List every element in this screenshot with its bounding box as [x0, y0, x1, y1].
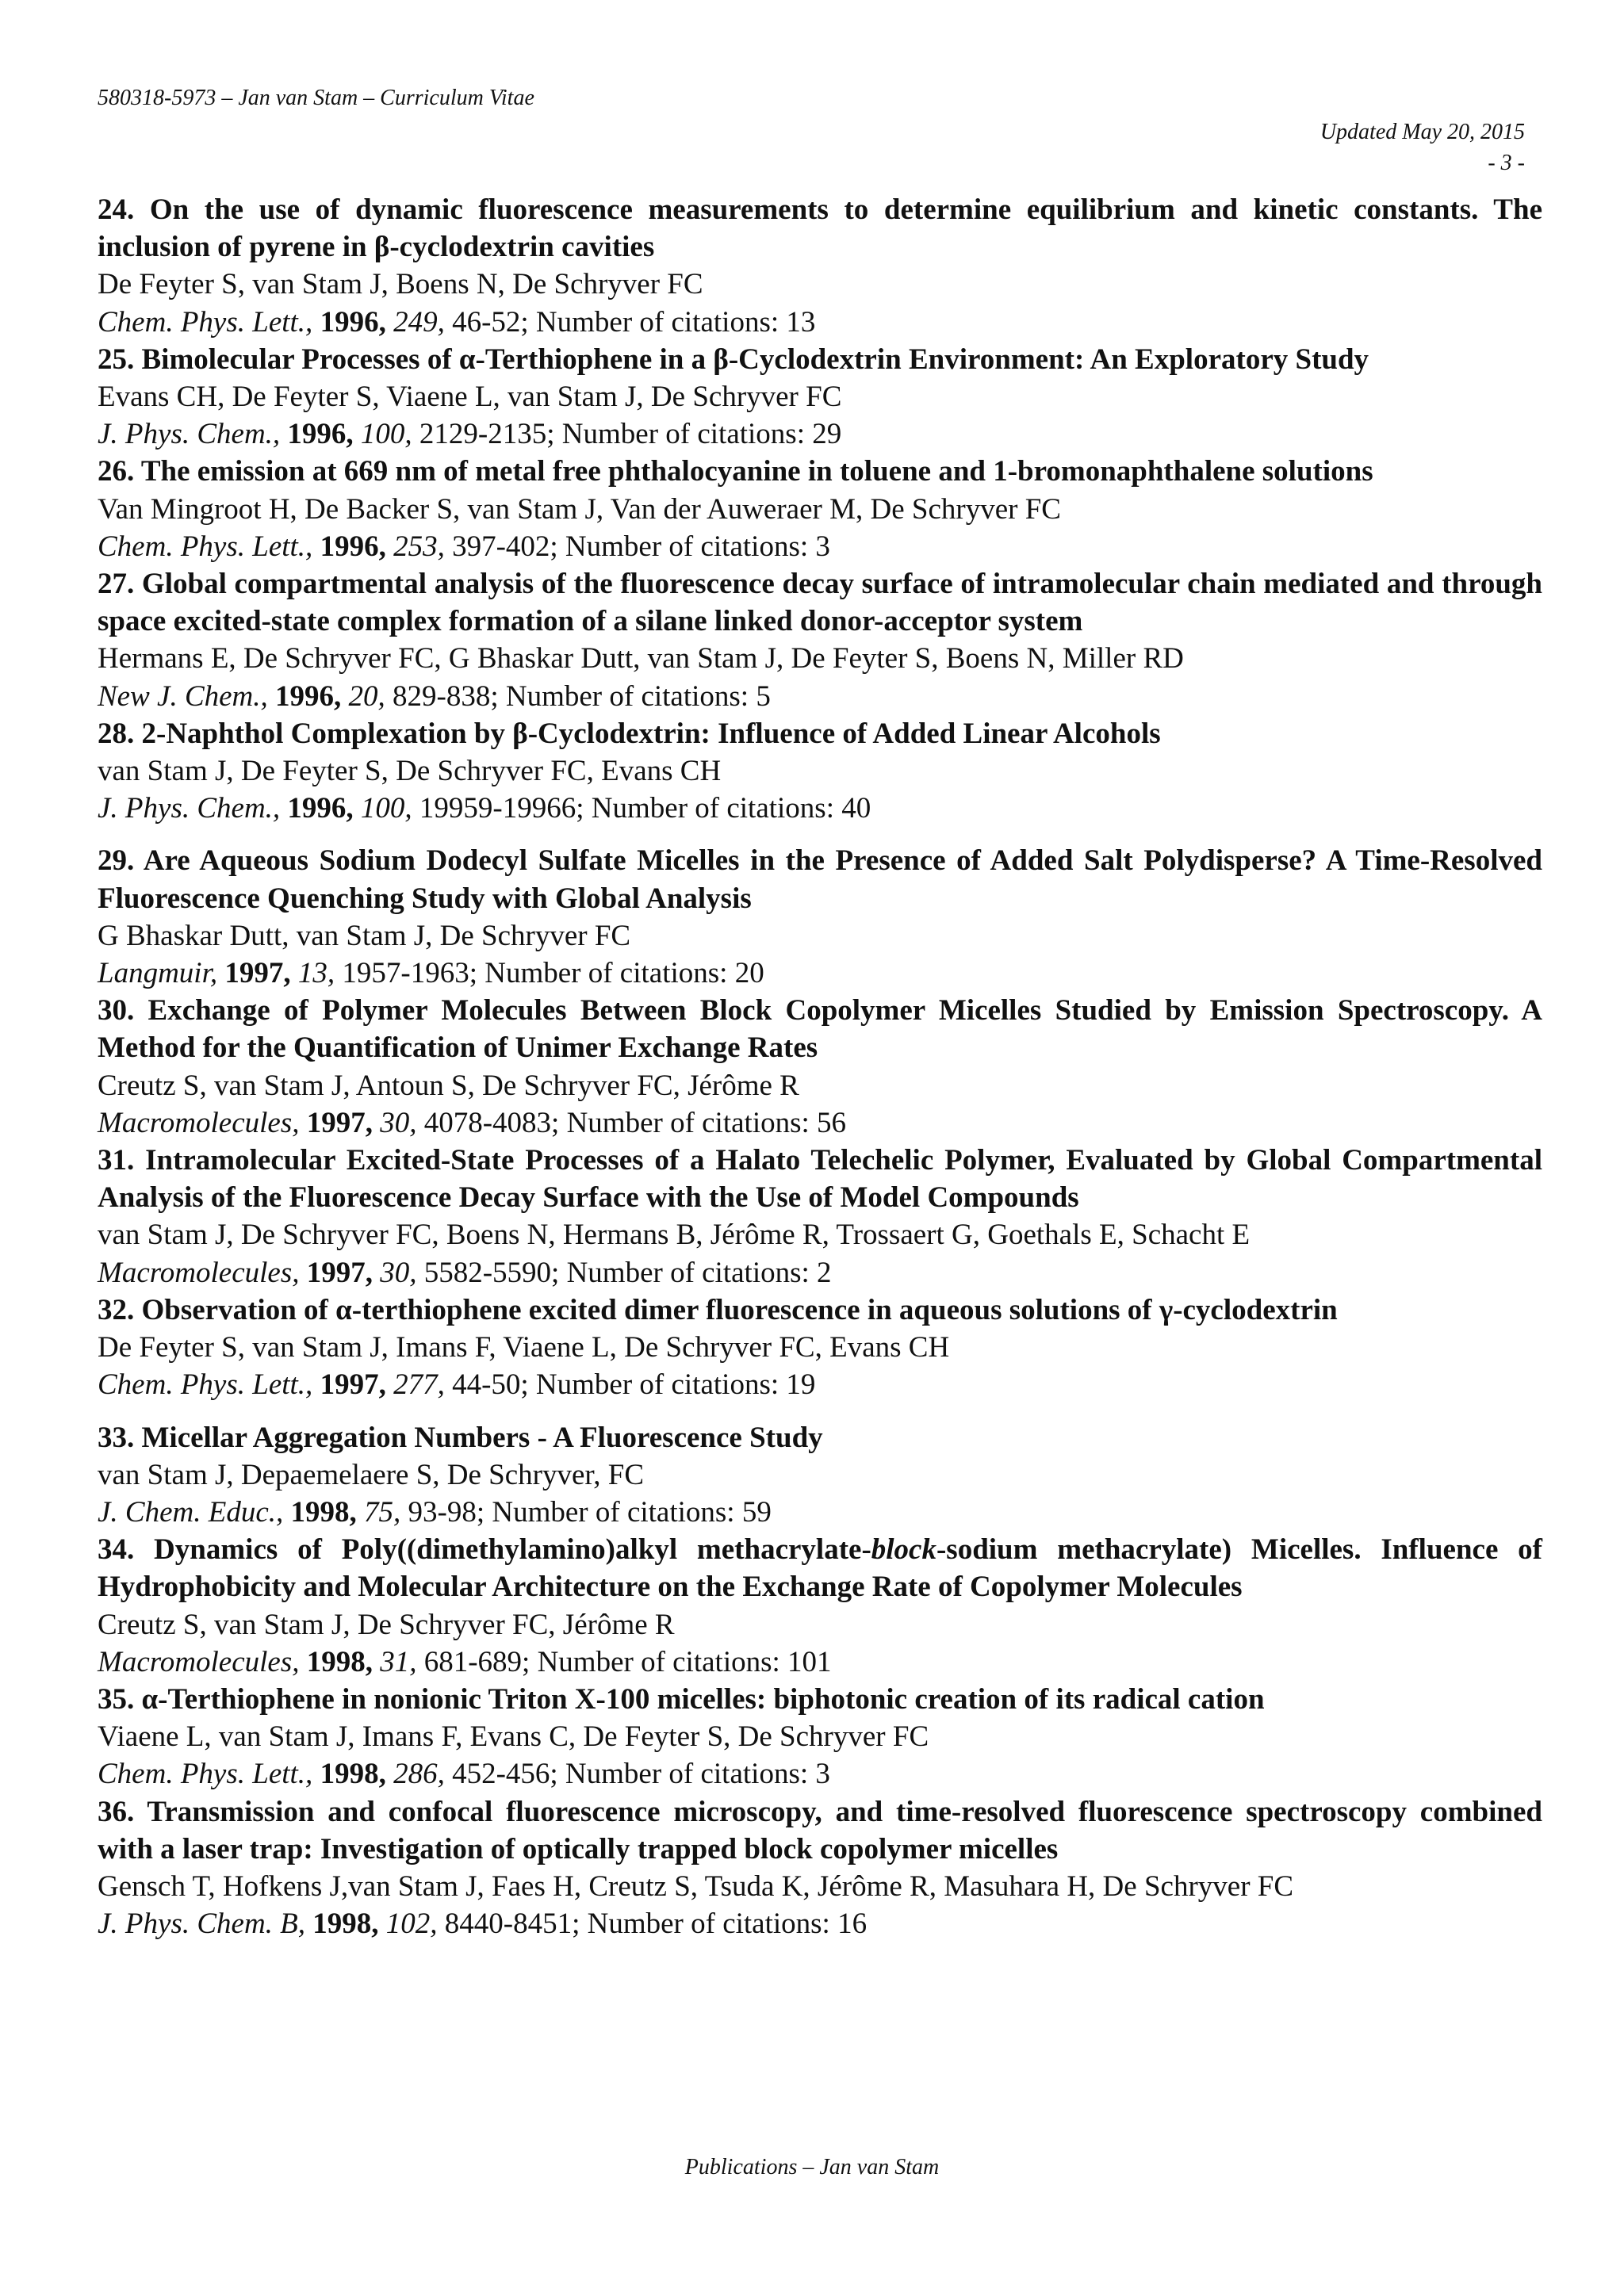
publication-citation — [98, 1254, 1542, 1292]
publication-entry — [98, 1142, 1542, 1292]
journal-volume: 277, — [393, 1368, 445, 1402]
journal-name: Macromolecules, — [98, 1106, 300, 1139]
journal-name: Chem. Phys. Lett., — [98, 1758, 313, 1791]
pages-and-citations: 44-50; Number of citations: 19 — [452, 1368, 816, 1402]
publication-year: 1996, — [287, 418, 354, 451]
publication-entry — [98, 992, 1542, 1142]
publication-entry — [98, 1681, 1542, 1793]
publication-authors: Creutz S, van Stam J, De Schryver FC, Jérôme R — [98, 1608, 675, 1641]
publication-citation — [98, 1755, 1542, 1793]
publication-entry — [98, 191, 1542, 341]
publication-authors: De Feyter S, van Stam J, Imans F, Viaene L, De Schryver FC, Evans CH — [98, 1331, 950, 1364]
publication-entry — [98, 1419, 1542, 1532]
pages-and-citations: 2129-2135; Number of citations: 29 — [419, 418, 842, 451]
journal-volume: 286, — [393, 1758, 445, 1791]
pages-and-citations: 829-838; Number of citations: 5 — [393, 679, 771, 713]
pages-and-citations: 8440-8451; Number of citations: 16 — [444, 1908, 868, 1941]
page-number: - 3 - — [1488, 151, 1525, 175]
journal-volume: 253, — [393, 530, 445, 563]
publication-year: 1998, — [306, 1645, 373, 1678]
journal-volume: 30, — [380, 1256, 417, 1289]
journal-name: Chem. Phys. Lett., — [98, 1368, 313, 1402]
publication-authors: Van Mingroot H, De Backer S, van Stam J, Van der Auweraer M, De Schryver FC — [98, 492, 1061, 526]
journal-volume: 75, — [364, 1495, 401, 1529]
publication-year: 1997, — [320, 1368, 386, 1402]
publication-title: 24. On the use of dynamic fluorescence measurements to determine equilibrium and kinetic constants. The inclusion of pyrene in β-cyclodextrin cavities — [98, 193, 1542, 264]
publication-entry — [98, 1793, 1542, 1943]
pages-and-citations: 19959-19966; Number of citations: 40 — [419, 792, 871, 825]
journal-volume: 102, — [385, 1908, 438, 1941]
publication-title: 34. Dynamics of Poly((dimethylamino)alkyl methacrylate-block-sodium methacrylate) Micelles. Influence of Hydrophobicity and Molecular Architecture on the Exchange Rate of Copolymer Molecules — [98, 1533, 1542, 1604]
journal-name: Chem. Phys. Lett., — [98, 305, 313, 339]
publication-authors: G Bhaskar Dutt, van Stam J, De Schryver FC — [98, 919, 631, 952]
publication-citation — [98, 1366, 1542, 1403]
journal-volume: 20, — [348, 679, 385, 713]
journal-name: Macromolecules, — [98, 1256, 300, 1289]
publication-year: 1997, — [306, 1106, 373, 1139]
publication-authors: Gensch T, Hofkens J,van Stam J, Faes H, Creutz S, Tsuda K, Jérôme R, Masuhara H, De Schryver FC — [98, 1869, 1294, 1903]
publication-authors: van Stam J, Depaemelaere S, De Schryver, FC — [98, 1458, 644, 1491]
publication-citation — [98, 304, 1542, 341]
publication-citation — [98, 955, 1542, 992]
publication-entry — [98, 341, 1542, 453]
publication-title: 33. Micellar Aggregation Numbers - A Fluorescence Study — [98, 1421, 823, 1454]
publication-citation — [98, 1644, 1542, 1681]
publication-title: 29. Are Aqueous Sodium Dodecyl Sulfate Micelles in the Presence of Added Salt Polydisperse? A Time-Resolved Fluorescence Quenching Study with Global Analysis — [98, 844, 1542, 915]
pages-and-citations: 46-52; Number of citations: 13 — [452, 305, 816, 339]
publication-citation — [98, 528, 1542, 565]
update-info — [1320, 117, 1525, 178]
journal-volume: 30, — [380, 1106, 417, 1139]
publication-title: 26. The emission at 669 nm of metal free phthalocyanine in toluene and 1-bromonaphthalene solutions — [98, 455, 1373, 488]
publication-title: 35. α-Terthiophene in nonionic Triton X-100 micelles: biphotonic creation of its radical cation — [98, 1682, 1265, 1716]
journal-name: J. Chem. Educ., — [98, 1495, 284, 1529]
publication-entry — [98, 1292, 1542, 1404]
publication-authors: van Stam J, De Feyter S, De Schryver FC, Evans CH — [98, 755, 722, 788]
journal-volume: 100, — [360, 418, 412, 451]
journal-name: Macromolecules, — [98, 1645, 300, 1678]
publication-year: 1998, — [312, 1908, 379, 1941]
journal-name: J. Phys. Chem. B, — [98, 1908, 306, 1941]
publication-year: 1997, — [306, 1256, 373, 1289]
pages-and-citations: 681-689; Number of citations: 101 — [423, 1645, 832, 1678]
publication-title: 30. Exchange of Polymer Molecules Between Block Copolymer Micelles Studied by Emission Spectroscopy. A Method for the Quantification of Unimer Exchange Rates — [98, 994, 1542, 1065]
journal-volume: 13, — [297, 957, 335, 990]
publication-citation — [98, 1104, 1542, 1142]
publication-year: 1996, — [275, 679, 342, 713]
publication-authors: Viaene L, van Stam J, Imans F, Evans C, De Feyter S, De Schryver FC — [98, 1720, 929, 1754]
pages-and-citations: 452-456; Number of citations: 3 — [452, 1758, 830, 1791]
page-footer: Publications – Jan van Stam — [684, 2155, 940, 2179]
publication-list — [98, 191, 1542, 1942]
journal-name: Langmuir, — [98, 957, 218, 990]
journal-volume: 31, — [380, 1645, 417, 1678]
publication-citation — [98, 790, 1542, 827]
publication-citation — [98, 678, 1542, 715]
publication-citation — [98, 415, 1542, 453]
pages-and-citations: 93-98; Number of citations: 59 — [408, 1495, 772, 1529]
pages-and-citations: 397-402; Number of citations: 3 — [452, 530, 830, 563]
publication-year: 1998, — [320, 1758, 386, 1791]
journal-volume: 100, — [360, 792, 412, 825]
publication-entry — [98, 453, 1542, 565]
publication-entry — [98, 842, 1542, 992]
journal-volume: 249, — [393, 305, 445, 339]
publication-title: 36. Transmission and confocal fluorescence microscopy, and time-resolved fluorescence spectroscopy combined with a laser trap: Investigation of optically trapped block copolymer micelles — [98, 1795, 1542, 1866]
journal-name: J. Phys. Chem., — [98, 418, 281, 451]
pages-and-citations: 1957-1963; Number of citations: 20 — [342, 957, 764, 990]
publication-authors: Hermans E, De Schryver FC, G Bhaskar Dutt, van Stam J, De Feyter S, Boens N, Miller RD — [98, 642, 1184, 675]
publication-citation — [98, 1905, 1542, 1942]
publication-entry — [98, 565, 1542, 715]
journal-name: Chem. Phys. Lett., — [98, 530, 313, 563]
publication-entry — [98, 715, 1542, 828]
publication-year: 1996, — [287, 792, 354, 825]
publication-authors: Evans CH, De Feyter S, Viaene L, van Stam J, De Schryver FC — [98, 381, 842, 414]
publication-title: 27. Global compartmental analysis of the fluorescence decay surface of intramolecular chain mediated and through space excited-state complex formation of a silane linked donor-acceptor system — [98, 568, 1542, 638]
publication-year: 1996, — [320, 530, 386, 563]
journal-name: New J. Chem., — [98, 679, 268, 713]
publication-citation — [98, 1494, 1542, 1531]
pages-and-citations: 5582-5590; Number of citations: 2 — [423, 1256, 832, 1289]
running-header: 580318-5973 – Jan van Stam – Curriculum Vitae — [98, 86, 534, 110]
updated-date: Updated May 20, 2015 — [1320, 120, 1525, 144]
publication-year: 1996, — [320, 305, 386, 339]
publication-title: 25. Bimolecular Processes of α-Terthiophene in a β-Cyclodextrin Environment: An Exploratory Study — [98, 342, 1369, 376]
publication-entry — [98, 1531, 1542, 1681]
publication-title: 28. 2-Naphthol Complexation by β-Cyclodextrin: Influence of Added Linear Alcohols — [98, 717, 1161, 750]
publication-authors: Creutz S, van Stam J, Antoun S, De Schryver FC, Jérôme R — [98, 1069, 799, 1102]
journal-name: J. Phys. Chem., — [98, 792, 281, 825]
pages-and-citations: 4078-4083; Number of citations: 56 — [423, 1106, 847, 1139]
publication-authors: van Stam J, De Schryver FC, Boens N, Hermans B, Jérôme R, Trossaert G, Goethals E, Schacht E — [98, 1219, 1251, 1252]
publication-authors: De Feyter S, van Stam J, Boens N, De Schryver FC — [98, 268, 703, 301]
publication-title: 32. Observation of α-terthiophene excited dimer fluorescence in aqueous solutions of γ-cyclodextrin — [98, 1293, 1338, 1326]
publication-title: 31. Intramolecular Excited-State Processes of a Halato Telechelic Polymer, Evaluated by Global Compartmental Analysis of the Fluorescence Decay Surface with the Use of Model Compounds — [98, 1144, 1542, 1215]
publication-year: 1998, — [290, 1495, 357, 1529]
publication-year: 1997, — [224, 957, 291, 990]
